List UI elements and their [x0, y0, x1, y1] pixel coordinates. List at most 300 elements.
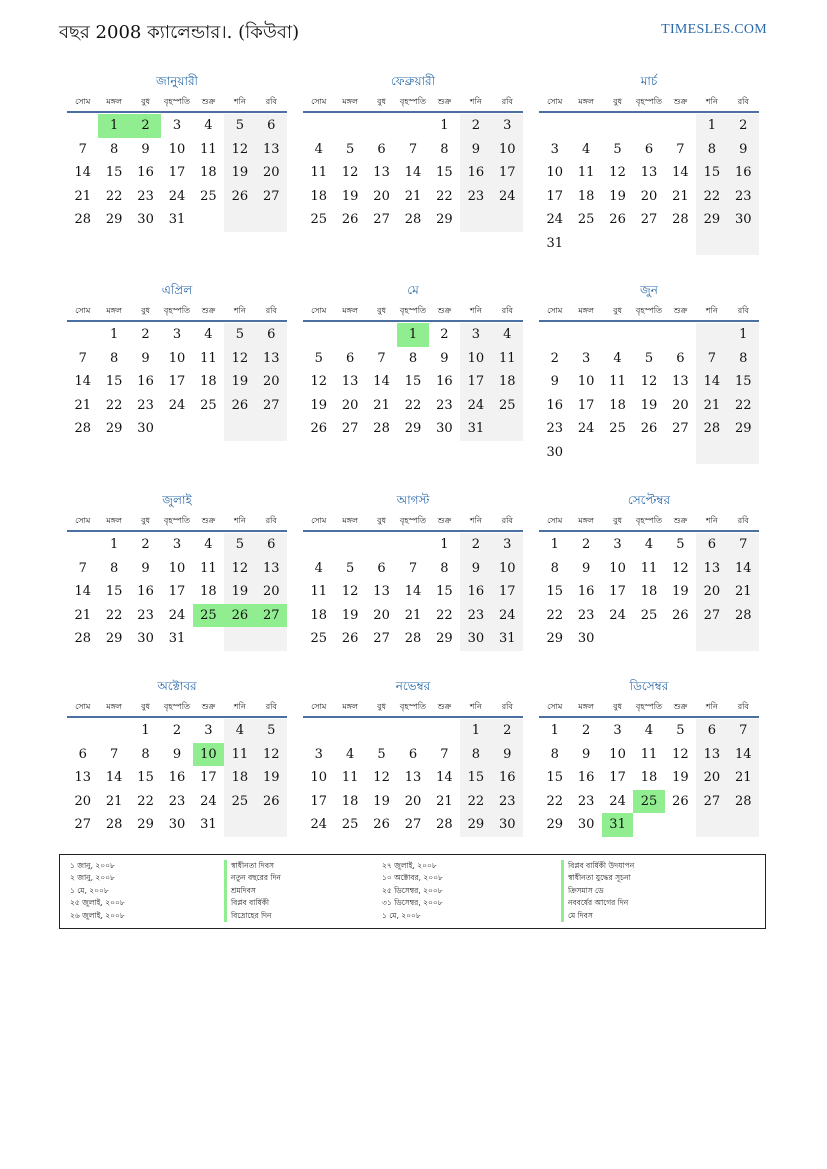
day-cell: 14 [728, 557, 759, 581]
weekday-header: শনি [233, 516, 246, 525]
month-name: এপ্রিল [161, 283, 193, 297]
empty-weekend-cell [224, 208, 255, 232]
day-cell: 10 [609, 560, 626, 576]
month-name: নভেম্বর [395, 679, 431, 693]
day-cell: 21 [696, 394, 727, 418]
day-cell: 19 [373, 793, 390, 809]
day-cell: 25 [577, 212, 595, 227]
day-cell: 15 [696, 161, 727, 185]
day-cell: 12 [256, 743, 287, 767]
day-cell: 13 [74, 770, 91, 785]
day-cell: 18 [200, 165, 217, 180]
day-cell: 10 [546, 165, 563, 180]
day-cell: 30 [577, 631, 595, 646]
empty-weekend-cell [696, 232, 727, 256]
day-cell: 8 [460, 743, 491, 767]
day-cell: 24 [609, 793, 626, 809]
day-cell: 20 [696, 766, 727, 790]
weekday-header: সোম [311, 516, 327, 525]
day-cell: 13 [256, 347, 287, 371]
weekday-header: শনি [469, 702, 482, 711]
day-cell: 16 [137, 165, 154, 180]
day-cell: 11 [577, 165, 595, 180]
day-cell: 5 [644, 350, 654, 366]
day-cell: 27 [341, 421, 359, 436]
day-cell: 22 [105, 188, 123, 204]
day-cell: 28 [74, 421, 91, 436]
legend-holiday-date: ১০ অক্টোবর, ২০০৮ [382, 873, 443, 883]
day-cell: 23 [460, 604, 491, 628]
day-cell: 30 [168, 817, 186, 832]
legend-holiday-date: ১ জানু, ২০০৮ [70, 861, 115, 870]
legend-left-names [224, 860, 281, 922]
day-cell: 28 [672, 212, 689, 227]
legend-holiday-date: ১ মে, ২০০৮ [70, 885, 109, 895]
empty-weekend-cell [224, 627, 255, 651]
day-cell: 25 [341, 817, 359, 832]
day-cell: 29 [546, 817, 563, 832]
day-cell: 8 [696, 138, 727, 162]
day-cell: 23 [137, 607, 154, 623]
weekday-header: শুক্র [673, 97, 688, 106]
day-cell: 15 [546, 584, 563, 599]
day-cell: 2 [460, 114, 491, 138]
day-cell: 11 [224, 743, 255, 767]
day-cell: 1 [109, 537, 119, 552]
weekday-header: শুক্র [437, 97, 452, 106]
day-cell: 3 [204, 723, 213, 738]
month-name: আগস্ট [396, 493, 430, 507]
weekday-header: সোম [75, 306, 91, 315]
day-cell: 30 [137, 212, 154, 227]
day-cell: 27 [404, 817, 422, 832]
day-cell: 9 [550, 374, 559, 389]
weekday-header: রবি [501, 306, 513, 315]
day-cell: 13 [341, 374, 359, 389]
day-cell: 10 [492, 138, 523, 162]
day-cell: 2 [581, 537, 591, 552]
day-cell: 11 [200, 141, 217, 157]
day-cell: 25 [200, 188, 217, 204]
day-cell: 12 [224, 557, 255, 581]
day-cell: 22 [460, 790, 491, 814]
day-cell: 9 [581, 560, 591, 576]
empty-weekend-cell [696, 627, 727, 651]
legend-right-dates [382, 860, 443, 922]
day-cell: 23 [728, 185, 759, 209]
weekday-header: বুধ [613, 516, 623, 525]
day-cell: 28 [404, 212, 422, 227]
day-cell: 4 [345, 746, 355, 762]
day-cell: 21 [404, 188, 422, 204]
day-cell: 10 [460, 347, 491, 371]
day-cell: 13 [696, 557, 727, 581]
day-cell: 7 [440, 746, 449, 762]
day-cell: 3 [314, 746, 323, 762]
day-cell: 6 [408, 746, 418, 762]
day-cell: 21 [74, 188, 91, 204]
day-cell: 30 [492, 813, 523, 837]
day-cell: 8 [109, 141, 119, 157]
day-cell: 8 [141, 746, 150, 762]
day-cell: 18 [310, 607, 327, 623]
weekday-header: শুক্র [673, 516, 688, 525]
day-cell: 30 [728, 208, 759, 232]
day-cell: 10 [577, 374, 595, 389]
day-cell: 3 [172, 327, 182, 342]
day-cell: 6 [696, 533, 727, 557]
day-cell: 18 [609, 397, 626, 413]
day-cell: 14 [436, 770, 453, 785]
day-cell: 3 [613, 537, 622, 552]
day-cell: 13 [672, 374, 689, 389]
weekday-header: সোম [75, 516, 91, 525]
weekday-header: বুধ [141, 306, 151, 315]
day-cell: 21 [74, 397, 91, 413]
weekday-header: মঙ্গল [578, 516, 594, 525]
day-cell: 12 [310, 374, 327, 389]
day-cell: 2 [172, 723, 182, 738]
day-cell: 23 [460, 185, 491, 209]
weekday-underline [303, 111, 523, 113]
day-cell: 6 [644, 141, 654, 157]
day-cell: 6 [377, 560, 386, 576]
weekday-header: শুক্র [201, 702, 216, 711]
day-cell: 25 [640, 607, 658, 623]
weekday-header: বুধ [377, 97, 387, 106]
day-cell: 14 [696, 370, 727, 394]
day-cell: 9 [172, 746, 182, 762]
weekday-header: মঙ্গল [342, 306, 358, 315]
day-cell: 8 [550, 746, 559, 762]
day-cell: 29 [404, 421, 422, 436]
weekday-header: বৃহস্পতি [163, 306, 191, 315]
day-cell: 9 [728, 138, 759, 162]
day-cell: 26 [310, 421, 327, 436]
day-cell: 3 [581, 350, 591, 366]
day-cell: 30 [460, 627, 491, 651]
day-cell: 13 [404, 770, 422, 785]
day-cell: 28 [436, 817, 453, 832]
legend-holiday-date: ১ মে, ২০০৮ [382, 910, 421, 920]
weekday-header: রবি [737, 516, 749, 525]
weekday-header: বুধ [377, 702, 387, 711]
day-cell: 5 [676, 537, 685, 552]
weekday-header: সোম [547, 702, 563, 711]
day-cell: 27 [696, 604, 727, 628]
day-cell: 23 [168, 793, 186, 809]
day-cell: 11 [640, 746, 658, 762]
day-cell: 18 [492, 370, 523, 394]
day-cell: 26 [609, 212, 626, 227]
weekday-header: শুক্র [673, 702, 688, 711]
day-cell: 12 [672, 746, 689, 762]
day-cell: 25 [492, 394, 523, 418]
day-cell: 30 [137, 631, 154, 646]
empty-weekend-cell [256, 208, 287, 232]
weekday-header: রবি [265, 97, 277, 106]
day-cell: 14 [74, 165, 91, 180]
day-cell: 14 [728, 743, 759, 767]
day-cell: 5 [224, 533, 255, 557]
day-cell: 13 [373, 584, 390, 599]
day-cell: 27 [373, 631, 390, 646]
day-cell: 9 [460, 557, 491, 581]
day-cell: 18 [640, 770, 658, 785]
day-cell: 25 [200, 397, 217, 413]
weekday-header: শুক্র [201, 516, 216, 525]
day-cell: 3 [492, 114, 523, 138]
weekday-header: বৃহস্পতি [399, 306, 427, 315]
day-cell: 12 [609, 165, 626, 180]
day-cell: 7 [408, 560, 418, 576]
day-cell: 23 [577, 607, 595, 623]
day-cell: 26 [224, 185, 255, 209]
day-cell: 26 [224, 394, 255, 418]
day-cell: 8 [550, 560, 559, 576]
day-cell: 19 [609, 188, 626, 204]
weekday-header: সোম [311, 97, 327, 106]
day-cell: 22 [696, 185, 727, 209]
day-cell: 26 [672, 607, 689, 623]
legend-holiday-name: শ্রমদিবস [224, 885, 281, 897]
month-name: মার্চ [640, 74, 658, 88]
day-cell: 21 [728, 766, 759, 790]
day-cell: 13 [256, 138, 287, 162]
day-cell: 1 [109, 327, 119, 342]
day-cell: 10 [168, 141, 186, 157]
day-cell: 16 [728, 161, 759, 185]
day-cell: 7 [78, 141, 87, 157]
day-cell: 27 [696, 790, 727, 814]
weekday-underline [539, 111, 759, 113]
weekday-underline [539, 716, 759, 718]
day-cell: 4 [644, 537, 654, 552]
legend-holiday-name: বিপ্লব বার্ষিকী উদযাপন [561, 860, 634, 872]
weekday-header: শুক্র [437, 306, 452, 315]
day-cell: 27 [256, 394, 287, 418]
day-cell: 19 [224, 580, 255, 604]
day-cell: 3 [613, 723, 622, 738]
legend-holiday-date: ২৬ জুলাই, ২০০৮ [70, 910, 125, 920]
day-cell: 19 [310, 397, 327, 413]
day-cell: 2 [492, 719, 523, 743]
day-cell: 2 [550, 350, 559, 366]
day-cell: 6 [256, 533, 287, 557]
day-cell: 14 [74, 584, 91, 599]
day-cell: 16 [577, 770, 595, 785]
weekday-header: মঙ্গল [578, 97, 594, 106]
day-cell: 4 [644, 723, 654, 738]
legend-holiday-date: ৩১ ডিসেম্বর, ২০০৮ [382, 898, 443, 908]
weekday-header: রবি [265, 306, 277, 315]
day-cell: 29 [728, 417, 759, 441]
weekday-header: শনি [469, 97, 482, 106]
day-cell: 27 [640, 212, 658, 227]
day-cell: 15 [728, 370, 759, 394]
weekday-header: সোম [75, 702, 91, 711]
weekday-underline [539, 530, 759, 532]
day-cell: 16 [137, 374, 154, 389]
day-cell: 24 [492, 185, 523, 209]
day-cell: 30 [436, 421, 453, 436]
day-cell: 27 [672, 421, 689, 436]
empty-weekend-cell [224, 813, 255, 837]
legend-holiday-name: বিপ্লব বার্ষিকী [224, 897, 281, 909]
day-cell: 4 [613, 350, 622, 366]
day-cell: 10 [193, 743, 224, 767]
weekday-header: শনি [469, 516, 482, 525]
day-cell: 23 [577, 793, 595, 809]
day-cell: 7 [728, 719, 759, 743]
day-cell: 12 [224, 347, 255, 371]
day-cell: 26 [640, 421, 658, 436]
day-cell: 12 [373, 770, 390, 785]
day-cell: 28 [728, 604, 759, 628]
day-cell: 4 [224, 719, 255, 743]
day-cell: 17 [609, 584, 626, 599]
day-cell: 26 [672, 793, 689, 809]
weekday-header: বৃহস্পতি [163, 702, 191, 711]
empty-weekend-cell [256, 627, 287, 651]
empty-weekend-cell [492, 208, 523, 232]
month-name: জানুয়ারী [156, 74, 198, 88]
weekday-header: বুধ [141, 97, 151, 106]
weekday-header: বৃহস্পতি [399, 97, 427, 106]
day-cell: 26 [224, 604, 255, 628]
day-cell: 16 [546, 397, 563, 413]
day-cell: 18 [577, 188, 595, 204]
day-cell: 29 [546, 631, 563, 646]
day-cell: 31 [546, 235, 563, 251]
day-cell: 3 [172, 537, 182, 552]
day-cell: 22 [546, 793, 563, 809]
day-cell: 19 [341, 607, 359, 623]
empty-weekend-cell [256, 417, 287, 441]
legend-holiday-date: ২৫ জুলাই, ২০০৮ [70, 898, 125, 908]
day-cell: 10 [310, 770, 327, 785]
day-cell: 23 [436, 397, 453, 413]
day-cell: 1 [440, 537, 449, 552]
day-cell: 29 [436, 212, 453, 227]
day-cell: 3 [492, 533, 523, 557]
day-cell: 25 [310, 631, 327, 646]
day-cell: 8 [728, 347, 759, 371]
day-cell: 13 [256, 557, 287, 581]
day-cell: 16 [460, 161, 491, 185]
legend-holiday-name: ক্রিসমাস ডে [561, 885, 634, 897]
day-cell: 12 [640, 374, 658, 389]
day-cell: 28 [404, 631, 422, 646]
day-cell: 19 [224, 161, 255, 185]
day-cell: 7 [408, 141, 418, 157]
day-cell: 15 [436, 584, 453, 599]
day-cell: 15 [460, 766, 491, 790]
weekday-underline [67, 530, 287, 532]
month-name: জুন [640, 283, 658, 297]
day-cell: 20 [373, 607, 390, 623]
day-cell: 26 [341, 631, 359, 646]
weekday-header: শনি [705, 702, 718, 711]
day-cell: 27 [256, 604, 287, 628]
day-cell: 20 [74, 793, 91, 809]
day-cell: 18 [341, 793, 359, 809]
day-cell: 6 [377, 141, 386, 157]
day-cell: 29 [137, 817, 154, 832]
empty-weekend-cell [696, 323, 727, 347]
day-cell: 21 [404, 607, 422, 623]
day-cell: 9 [581, 746, 591, 762]
weekday-header: মঙ্গল [106, 516, 122, 525]
legend-holiday-name: মে দিবস [561, 910, 634, 922]
weekday-header: সোম [311, 306, 327, 315]
day-cell: 15 [137, 770, 154, 785]
day-cell: 29 [696, 208, 727, 232]
day-cell: 1 [141, 723, 150, 738]
day-cell: 18 [200, 374, 217, 389]
day-cell: 23 [492, 790, 523, 814]
weekday-header: রবি [501, 702, 513, 711]
day-cell: 25 [609, 421, 626, 436]
day-cell: 4 [492, 323, 523, 347]
day-cell: 21 [672, 188, 689, 204]
weekday-header: শনি [233, 97, 246, 106]
day-cell: 7 [728, 533, 759, 557]
day-cell: 1 [550, 723, 559, 738]
day-cell: 29 [105, 631, 123, 646]
day-cell: 19 [256, 766, 287, 790]
day-cell: 25 [193, 604, 224, 628]
day-cell: 1 [460, 719, 491, 743]
day-cell: 9 [141, 141, 150, 157]
day-cell: 31 [168, 631, 186, 646]
day-cell: 31 [168, 212, 186, 227]
day-cell: 1 [397, 323, 428, 347]
weekday-header: মঙ্গল [106, 97, 122, 106]
day-cell: 11 [640, 560, 658, 576]
day-cell: 12 [341, 584, 359, 599]
day-cell: 2 [141, 327, 150, 342]
day-cell: 20 [256, 161, 287, 185]
day-cell: 17 [492, 580, 523, 604]
day-cell: 31 [460, 417, 491, 441]
day-cell: 8 [109, 350, 119, 366]
empty-weekend-cell [696, 441, 727, 465]
weekday-header: শনি [233, 702, 246, 711]
day-cell: 18 [224, 766, 255, 790]
day-cell: 6 [256, 114, 287, 138]
empty-weekend-cell [696, 813, 727, 837]
day-cell: 14 [404, 165, 422, 180]
day-cell: 21 [105, 793, 123, 809]
day-cell: 4 [314, 141, 323, 157]
weekday-header: বুধ [141, 702, 151, 711]
day-cell: 17 [546, 188, 563, 204]
weekday-header: শুক্র [201, 306, 216, 315]
day-cell: 17 [168, 374, 186, 389]
day-cell: 24 [460, 394, 491, 418]
day-cell: 14 [404, 584, 422, 599]
day-cell: 28 [74, 212, 91, 227]
day-cell: 17 [310, 793, 327, 809]
day-cell: 17 [200, 770, 217, 785]
day-cell: 26 [256, 790, 287, 814]
day-cell: 3 [460, 323, 491, 347]
site-link[interactable]: TIMESLES.COM [661, 22, 767, 37]
day-cell: 28 [105, 817, 123, 832]
day-cell: 21 [436, 793, 453, 809]
day-cell: 5 [613, 141, 622, 157]
